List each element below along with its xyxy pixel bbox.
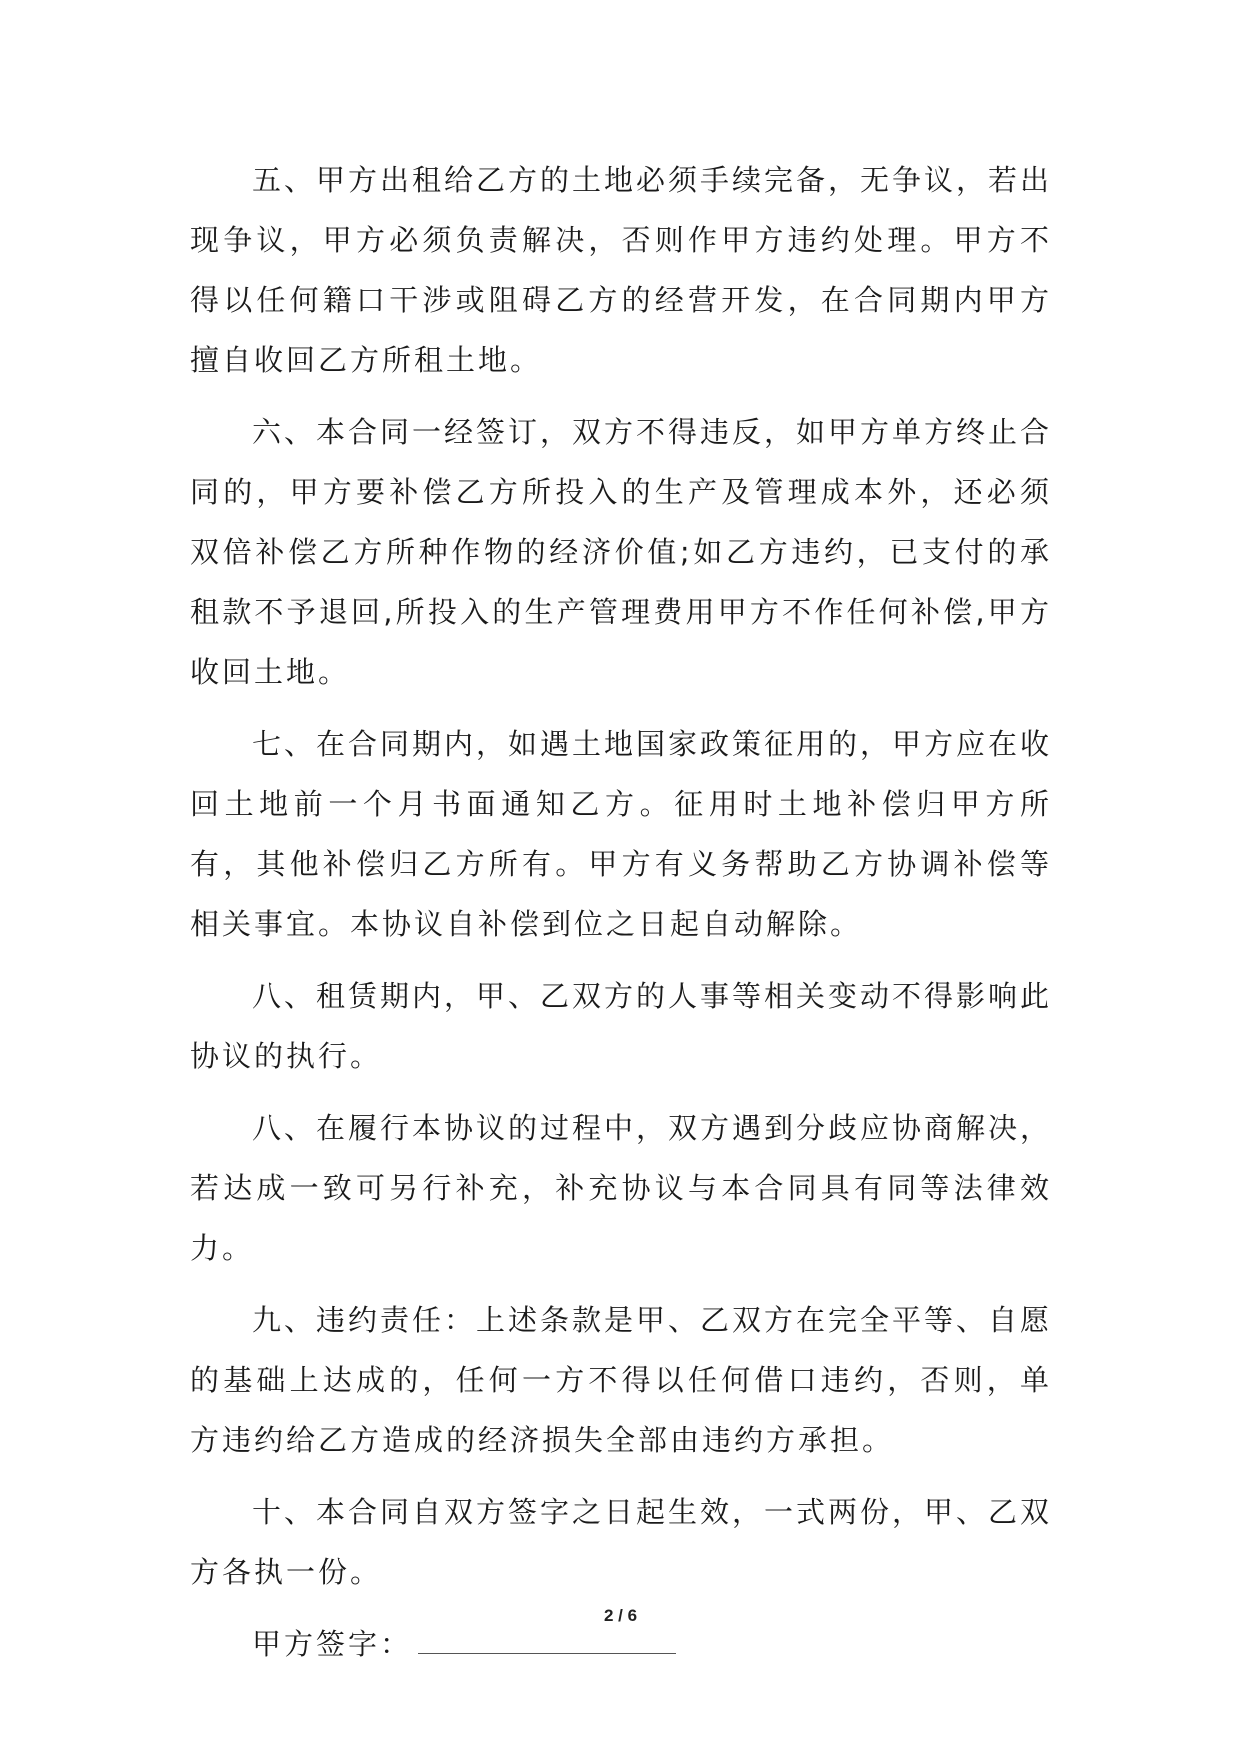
document-body: [190, 150, 1052, 1674]
signature-label: 甲方签字：: [252, 1627, 413, 1661]
clause-9: 九、违约责任：上述条款是甲、乙双方在完全平等、自愿的基础上达成的，任何一方不得以任何借口违约，否则，单方违约给乙方造成的经济损失全部由违约方承担。: [190, 1303, 1053, 1457]
clause-6: 六、本合同一经签订，双方不得违反，如甲方单方终止合同的，甲方要补偿乙方所投入的生产及管理成本外，还必须双倍补偿乙方所种作物的经济价值;如乙方违约，已支付的承租款不予退回,所投入的生产管理费用甲方不作任何补偿,甲方收回土地。: [190, 415, 1053, 689]
clause-5: 五、甲方出租给乙方的土地必须手续完备，无争议，若出现争议，甲方必须负责解决，否则作甲方违约处理。甲方不得以任何籍口干涉或阻碍乙方的经营开发，在合同期内甲方擅自收回乙方所租土地。: [190, 163, 1053, 377]
clause-8-dispute: 八、在履行本协议的过程中，双方遇到分歧应协商解决，若达成一致可另行补充，补充协议与本合同具有同等法律效力。: [190, 1111, 1053, 1265]
page-number: 2 / 6: [603, 1606, 638, 1625]
signature-line: [418, 1627, 676, 1654]
clause-10: 十、本合同自双方签字之日起生效，一式两份，甲、乙双方各执一份。: [190, 1495, 1053, 1589]
clause-8: 八、租赁期内，甲、乙双方的人事等相关变动不得影响此协议的执行。: [190, 979, 1053, 1073]
clause-7: 七、在合同期内，如遇土地国家政策征用的，甲方应在收回土地前一个月书面通知乙方。征用时土地补偿归甲方所有，其他补偿归乙方所有。甲方有义务帮助乙方协调补偿等相关事宜。本协议自补偿到位之日起自动解除。: [190, 727, 1053, 941]
